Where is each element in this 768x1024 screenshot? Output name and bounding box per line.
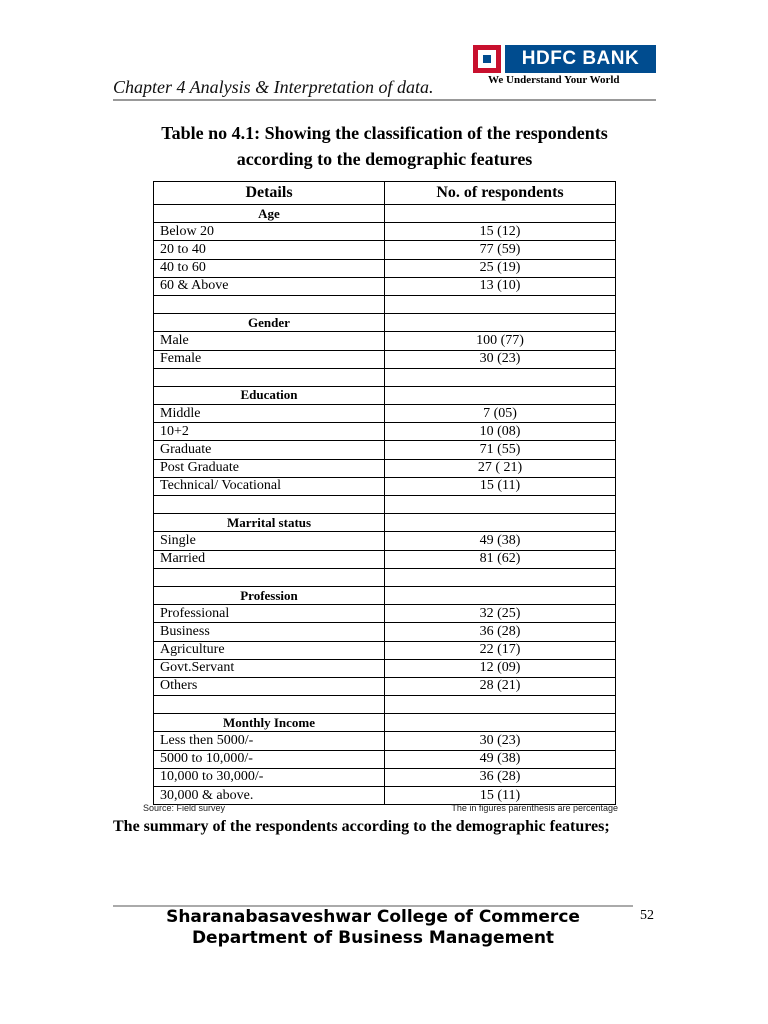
spacer-row [154,295,616,313]
row-detail: 10+2 [154,423,385,441]
row-respondents: 7 (05) [385,405,616,423]
spacer-row [154,568,616,586]
spacer-cell [385,496,616,514]
summary-text: The summary of the respondents according to the demographic features; [113,818,610,835]
table-row [154,605,616,623]
row-detail: 10,000 to 30,000/- [154,768,385,786]
row-respondents: 49 (38) [385,532,616,550]
table-row [154,677,616,695]
spacer-cell [385,368,616,386]
table-row [154,459,616,477]
row-respondents: 81 (62) [385,550,616,568]
section-label: Profession [154,586,385,604]
row-respondents: 15 (12) [385,223,616,241]
table-row [154,477,616,495]
section-value-blank [385,514,616,532]
column-header-respondents: No. of respondents [385,182,616,205]
row-respondents: 36 (28) [385,623,616,641]
table-title-line-1: Table no 4.1: Showing the classification of the respondents [161,123,608,143]
section-label: Education [154,386,385,404]
header-divider [113,99,656,101]
spacer-row [154,696,616,714]
row-detail: Below 20 [154,223,385,241]
row-respondents: 12 (09) [385,659,616,677]
section-header-row [154,586,616,604]
table-row [154,350,616,368]
section-label: Age [154,205,385,223]
table-title-line-2: according to the demographic features [236,149,533,169]
row-respondents: 22 (17) [385,641,616,659]
row-detail: Less then 5000/- [154,732,385,750]
table-row [154,241,616,259]
row-respondents: 25 (19) [385,259,616,277]
table-notes [143,803,618,813]
section-header-row [154,714,616,732]
table-row [154,405,616,423]
row-respondents: 15 (11) [385,787,616,805]
spacer-cell [154,496,385,514]
table-body [154,205,616,805]
parenthesis-note: The in figures parenthesis are percentage [451,803,618,813]
spacer-cell [385,696,616,714]
row-respondents: 13 (10) [385,277,616,295]
row-respondents: 77 (59) [385,241,616,259]
table-row [154,787,616,805]
table-row [154,223,616,241]
demographics-table [153,181,616,805]
section-label: Monthly Income [154,714,385,732]
row-detail: Single [154,532,385,550]
row-respondents: 36 (28) [385,768,616,786]
footer-institution [113,907,633,949]
table-row [154,441,616,459]
spacer-cell [154,368,385,386]
logo-tagline: We Understand Your World [488,74,620,86]
row-detail: 20 to 40 [154,241,385,259]
spacer-cell [154,295,385,313]
section-header-row [154,514,616,532]
row-respondents: 30 (23) [385,350,616,368]
spacer-cell [385,295,616,313]
page-number: 52 [640,908,654,923]
row-detail: Post Graduate [154,459,385,477]
hdfc-logo-mark-icon [473,45,501,73]
row-respondents: 49 (38) [385,750,616,768]
spacer-cell [154,568,385,586]
spacer-row [154,368,616,386]
table-row [154,732,616,750]
section-value-blank [385,386,616,404]
row-detail: 5000 to 10,000/- [154,750,385,768]
row-detail: Married [154,550,385,568]
row-detail: Male [154,332,385,350]
table-title [113,120,656,172]
table-row [154,259,616,277]
spacer-row [154,496,616,514]
table-row [154,623,616,641]
section-value-blank [385,205,616,223]
row-respondents: 30 (23) [385,732,616,750]
spacer-cell [385,568,616,586]
row-detail: Middle [154,405,385,423]
row-respondents: 27 ( 21) [385,459,616,477]
source-note: Source: Field survey [143,803,226,813]
row-detail: Graduate [154,441,385,459]
row-respondents: 71 (55) [385,441,616,459]
column-header-details: Details [154,182,385,205]
row-detail: Agriculture [154,641,385,659]
table-row [154,532,616,550]
row-respondents: 15 (11) [385,477,616,495]
section-label: Gender [154,314,385,332]
row-respondents: 100 (77) [385,332,616,350]
row-detail: 30,000 & above. [154,787,385,805]
row-respondents: 32 (25) [385,605,616,623]
table-row [154,332,616,350]
table-row [154,423,616,441]
college-name: Sharanabasaveshwar College of Commerce [166,907,580,927]
table-row [154,277,616,295]
department-name: Department of Business Management [191,928,555,948]
table-row [154,750,616,768]
row-detail: Professional [154,605,385,623]
table-header-row [154,182,616,205]
section-value-blank [385,714,616,732]
table-row [154,768,616,786]
row-detail: Govt.Servant [154,659,385,677]
table-row [154,659,616,677]
table-row [154,550,616,568]
row-respondents: 10 (08) [385,423,616,441]
section-value-blank [385,314,616,332]
hdfc-logo [473,43,657,91]
section-value-blank [385,586,616,604]
row-detail: Others [154,677,385,695]
row-detail: Female [154,350,385,368]
section-header-row [154,314,616,332]
row-detail: Technical/ Vocational [154,477,385,495]
row-detail: Business [154,623,385,641]
chapter-heading: Chapter 4 Analysis & Interpretation of data. [113,77,434,97]
row-detail: 40 to 60 [154,259,385,277]
table-row [154,641,616,659]
row-respondents: 28 (21) [385,677,616,695]
row-detail: 60 & Above [154,277,385,295]
section-label: Marrital status [154,514,385,532]
section-header-row [154,205,616,223]
section-header-row [154,386,616,404]
spacer-cell [154,696,385,714]
logo-text: HDFC BANK [505,45,656,73]
